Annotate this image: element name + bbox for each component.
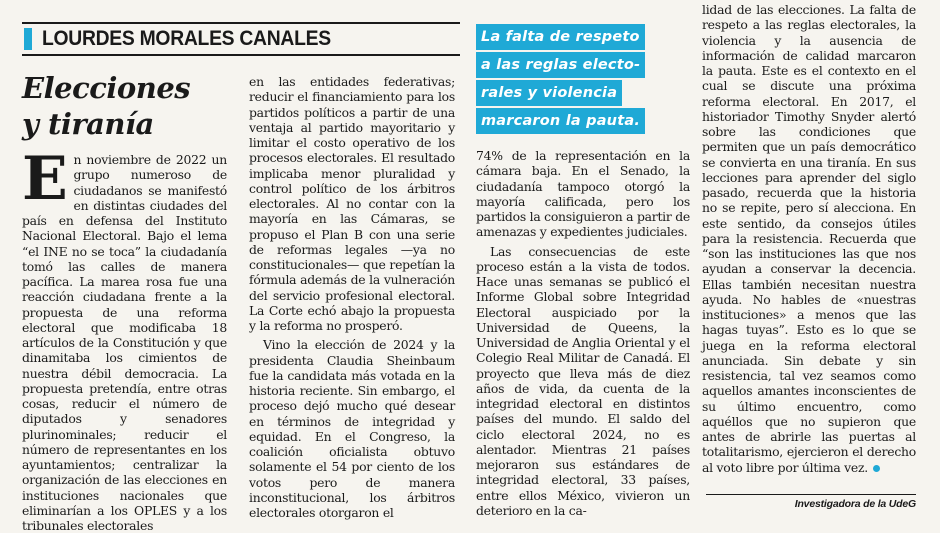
paragraph: 74% de la representación en la cámara baja. En el Senado, la ciudadanía tampoco otorgó la mayoría calificada, pero los partidos la consiguieron a partir de amenazas y expedientes judiciales.	[476, 148, 691, 240]
headline-line-2: y tiranía	[22, 107, 154, 141]
author-name: LOURDES MORALES CANALES	[42, 27, 331, 50]
pull-quote-line-4: marcaron la pauta.	[476, 108, 645, 134]
article-column-3	[476, 148, 691, 518]
author-accent-mark	[24, 28, 32, 50]
paragraph	[22, 144, 227, 533]
pull-quote-line-1: La falta de respeto	[476, 24, 645, 50]
pull-quote-line-3: rales y violencia	[476, 80, 622, 106]
paragraph	[702, 2, 916, 475]
drop-cap: E	[22, 144, 68, 214]
end-of-article-dot-icon	[873, 465, 880, 472]
article-column-2	[249, 74, 455, 520]
paragraph: en las entidades federativas; reducir el financiamiento para los partidos políticos a partir de una ventaja al partido mayoritario y limitar el costo operativo de los procesos electorales. El resultado implicaba menor pluralidad y control político de los árbitros electorales. Al no contar con la mayoría en las Cámaras, se propuso el Plan B con una serie de reformas legales —ya no constitucionales— que repetían la fórmula además de la vulneración del servicio profesional electoral. La Corte echó abajo la propuesta y la reforma no prosperó.	[249, 74, 455, 333]
article-column-4	[702, 2, 916, 486]
paragraph: Las consecuencias de este proceso están a la vista de todos. Hace unas semanas se publicó el Informe Global sobre Integridad Electoral auspiciado por la Universidad de Queens, la Universidad de Anglia Oriental y el Colegio Real Militar de Canadá. El proyecto que lleva más de diez años de vida, da cuenta de la integridad electoral en distintos países del mundo. El saldo del ciclo electoral 2024, no es alentador. Mientras 21 países mejoraron sus estándares de integridad electoral, 33 países, entre ellos México, vivieron un deterioro en la ca-	[476, 243, 690, 518]
article-column-1	[22, 144, 227, 533]
paragraph: Vino la elección de 2024 y la presidenta Claudia Sheinbaum fue la candidata más votada en la historia reciente. Sin embargo, el proceso dejó mucho qué desear en términos de integridad y equidad. En el Congreso, la coalición oficialista obtuvo solamente el 54 por ciento de los votos pero de manera inconstitucional, los árbitros electorales otorgaron el	[249, 337, 455, 520]
pull-quote-line-2: a las reglas electo-	[476, 52, 645, 78]
pull-quote	[476, 24, 676, 136]
paragraph-text: n noviembre de 2022 un grupo numeroso de ciudadanos se manifestó en distintas ciudades del país en defensa del Instituto Nacional Electoral. Bajo el lema “el INE no se toca” la ciudadanía tomó las calles de manera pacífica. La marea rosa fue una reacción ciudadana frente a la propuesta de una reforma electoral que modificaba 18 artículos de la Constitución y que dinamitaba los cimientos de nuestra débil democracia. La propuesta pretendía, entre otras cosas, reducir el número de diputados y senadores plurinominales; reducir el número de representantes en los ayuntamientos; centralizar la organización de las elecciones en instituciones nacionales que eliminarían a los OPLES y a los tribunales electorales	[22, 152, 227, 533]
headline	[22, 70, 232, 142]
paragraph-text: lidad de las elecciones. La falta de respeto a las reglas electorales, la violencia y la ausencia de información de calidad marcaron la pauta. Este es el contexto en el cual se discute una próxima reforma electoral. En 2017, el historiador Timothy Snyder alertó sobre las condiciones que permiten que un país democrático se convierta en una tiranía. En sus lecciones para aprender del siglo pasado, recuerda que la historia no se repite, pero sí alecciona. En este sentido, da consejos útiles para la resistencia. Recuerda que “son las instituciones las que nos ayudan a conservar la decencia. Ellas también necesitan nuestra ayuda. No hables de «nuestras instituciones» a menos que las hagas tuyas”. Esto es lo que se juega en la reforma electoral anunciada. Sin debate y sin resistencia, tal vez seamos como aquellos amantes inconscientes de su último encuentro, como aquéllos que no supieron que antes de abrirle las puertas al totalitarismo, ejercieron el derecho al voto libre por última vez.	[702, 2, 916, 475]
signature-divider	[706, 494, 916, 495]
headline-line-1: Elecciones	[22, 71, 191, 105]
author-bar	[22, 22, 460, 56]
author-credit: Investigadora de la UdeG	[794, 498, 916, 510]
